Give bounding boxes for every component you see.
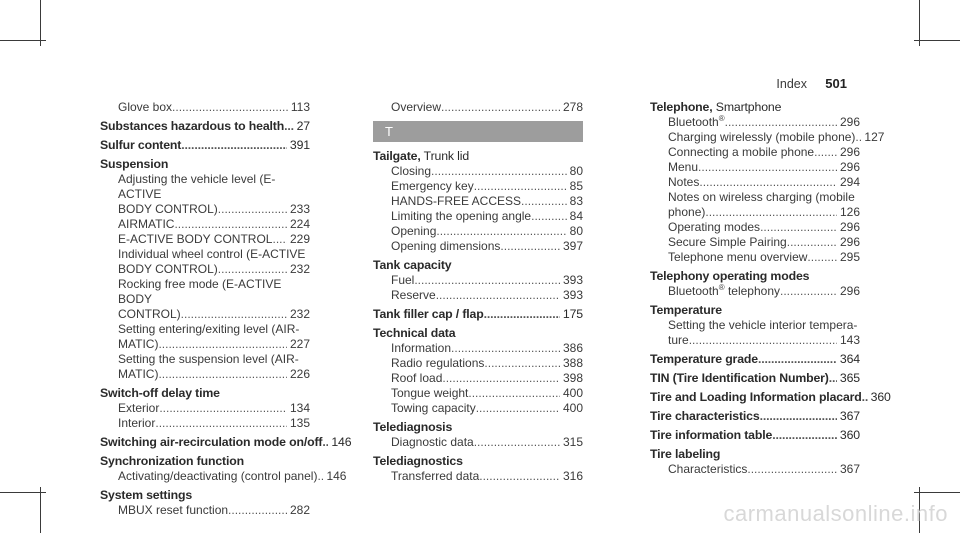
index-subentry[interactable]: MATIC) ..... 226 [100,367,310,382]
index-subentry[interactable]: CONTROL) ..... 232 [100,307,310,322]
index-entry[interactable]: Tire characteristics ..... 367 [650,409,860,424]
index-subentry[interactable]: Opening dimensions ..... 397 [373,239,583,254]
index-entry[interactable]: Tire information table ..... 360 [650,428,860,443]
index-subentry[interactable]: AIRMATIC ..... 224 [100,217,310,232]
index-subentry[interactable]: Roof load ..... 398 [373,371,583,386]
crop-mark [914,40,960,41]
index-subentry[interactable]: Interior ..... 135 [100,416,310,431]
index-subentry[interactable]: Diagnostic data ..... 315 [373,435,583,450]
index-entry[interactable]: Tire and Loading Information placard ..... 360 [650,390,860,405]
index-subentry[interactable]: Closing ..... 80 [373,164,583,179]
index-subentry[interactable]: Overview ..... 278 [373,100,583,115]
index-subentry[interactable]: E-ACTIVE BODY CONTROL ..... 229 [100,232,310,247]
index-subentry-text: Adjusting the vehicle level (E-ACTIVE [118,172,276,201]
index-subentry[interactable]: Bluetooth® ..... 296 [650,115,860,130]
index-subentry[interactable]: Limiting the opening angle ..... 84 [373,209,583,224]
index-heading: Telephony operating modes [650,269,810,283]
page-number: 501 [825,76,847,91]
index-heading: Suspension [100,157,169,171]
page-header [0,76,960,94]
index-subentry-text: Setting the vehicle interior tempera- [668,318,858,332]
crop-mark [914,492,960,493]
index-subentry-text: Individual wheel control (E-ACTIVE [118,247,306,261]
index-subentry[interactable]: Charging wirelessly (mobile phone) ..... 127 [650,130,860,145]
section-title: Index [776,77,807,91]
index-subentry[interactable]: HANDS-FREE ACCESS ..... 83 [373,194,583,209]
index-heading: Telediagnostics [373,454,463,468]
index-subentry[interactable]: BODY CONTROL) ..... 233 [100,202,310,217]
index-subentry[interactable]: Transferred data ..... 316 [373,469,583,484]
index-subentry[interactable]: Reserve ..... 393 [373,288,583,303]
letter-section-bar: T [373,121,583,142]
index-subentry[interactable]: Fuel ..... 393 [373,273,583,288]
index-heading: Tailgate, Trunk lid [373,149,470,163]
index-subentry[interactable]: MATIC) ..... 227 [100,337,310,352]
index-heading: Tank capacity [373,258,452,272]
crop-mark [0,40,46,41]
index-heading: Synchronization function [100,454,244,468]
index-heading: Switch-off delay time [100,386,220,400]
index-subentry-text: Setting entering/exiting level (AIR- [118,322,300,336]
index-heading: Tire labeling [650,447,721,461]
crop-mark [40,487,41,533]
index-subentry[interactable]: Characteristics ..... 367 [650,462,860,477]
index-subentry[interactable]: BODY CONTROL) ..... 232 [100,262,310,277]
index-subentry-text: Setting the suspension level (AIR- [118,352,299,366]
index-subentry[interactable]: Telephone menu overview ..... 295 [650,250,860,265]
index-subentry[interactable]: Towing capacity ..... 400 [373,401,583,416]
index-entry[interactable]: TIN (Tire Identification Number) ..... 365 [650,371,860,386]
index-subentry-text: Notes on wireless charging (mobile [668,190,855,204]
index-subentry-text: Rocking free mode (E-ACTIVE BODY [118,277,282,306]
index-entry[interactable]: Tank filler cap / flap ..... 175 [373,307,583,322]
index-entry[interactable]: Temperature grade ..... 364 [650,352,860,367]
index-subentry[interactable]: Menu ..... 296 [650,160,860,175]
index-heading: Technical data [373,326,456,340]
crop-mark [0,492,46,493]
index-subentry[interactable]: phone) ..... 126 [650,205,860,220]
index-subentry[interactable]: Bluetooth® telephony ..... 296 [650,284,860,299]
index-subentry[interactable]: Tongue weight ..... 400 [373,386,583,401]
index-column-2 [373,100,583,484]
index-subentry[interactable]: Radio regulations ..... 388 [373,356,583,371]
index-heading: Telediagnosis [373,420,453,434]
index-subentry[interactable]: Exterior ..... 134 [100,401,310,416]
index-subentry[interactable]: Connecting a mobile phone ..... 296 [650,145,860,160]
index-entry[interactable]: Sulfur content ..... 391 [100,138,310,153]
index-subentry[interactable]: Operating modes ..... 296 [650,220,860,235]
index-subentry[interactable]: Emergency key ..... 85 [373,179,583,194]
index-heading: Telephone, Smartphone [650,100,782,114]
index-subentry[interactable]: MBUX reset function ..... 282 [100,503,310,518]
index-subentry[interactable]: Activating/deactivating (control panel) ..... 146 [100,469,310,484]
watermark: carmanualsonline.info [723,501,948,526]
index-entry[interactable]: Switching air-recirculation mode on/off ..... 146 [100,435,310,450]
index-column-1 [100,100,352,518]
index-entry[interactable]: Glove box ..... 113 [100,100,310,115]
index-column-3 [650,100,891,477]
index-subentry[interactable]: Notes ..... 294 [650,175,860,190]
index-heading: System settings [100,488,193,502]
index-subentry[interactable]: ture ..... 143 [650,333,860,348]
index-entry[interactable]: Substances hazardous to health ..... 27 [100,119,310,134]
index-subentry[interactable]: Information ..... 386 [373,341,583,356]
index-heading: Temperature [650,303,722,317]
index-subentry[interactable]: Opening ..... 80 [373,224,583,239]
index-subentry[interactable]: Secure Simple Pairing ..... 296 [650,235,860,250]
